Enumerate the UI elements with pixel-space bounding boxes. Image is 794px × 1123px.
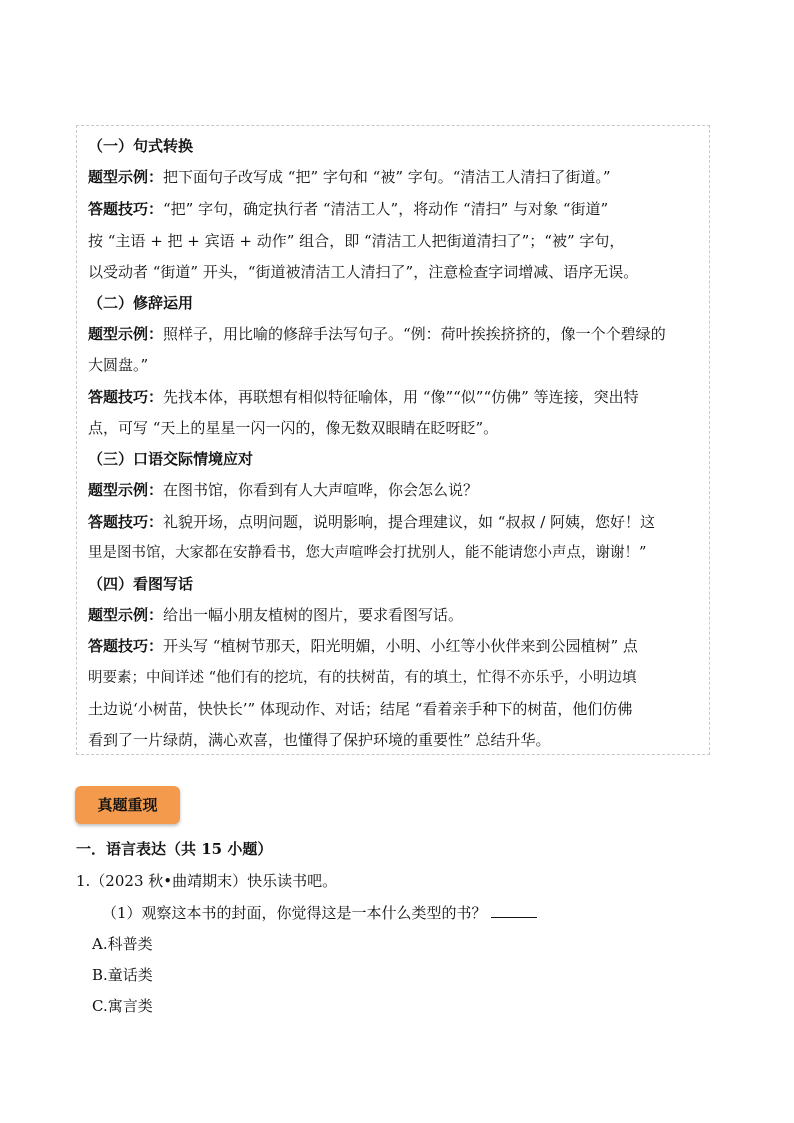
tip-line: 答题技巧：开头写 “植树节那天，阳光明媚，小明、小红等小伙伴来到公园植树” 点 xyxy=(88,637,638,655)
option-c[interactable]: C.寓言类 xyxy=(92,997,153,1015)
section-heading: （三）口语交际情境应对 xyxy=(88,450,254,468)
tip-line: 点，可写 “天上的星星一闪一闪的，像无数双眼睛在眨呀眨”。 xyxy=(88,419,499,437)
sub-question: （1）观察这本书的封面，你觉得这是一本什么类型的书？ xyxy=(102,903,537,923)
tip-line: 按 “主语 + 把 + 宾语 + 动作” 组合，即 “清洁工人把街道清扫了”；“被” 字句， xyxy=(88,232,625,250)
tip-line: 土边说‘小树苗，快快长’” 体现动作、对话；结尾 “看着亲手种下的树苗，他们仿佛 xyxy=(88,700,633,718)
option-b[interactable]: B.童话类 xyxy=(92,966,153,984)
example-line: 大圆盘。” xyxy=(88,356,149,374)
answer-blank[interactable] xyxy=(491,903,537,918)
tip-line: 里是图书馆，大家都在安静看书，您大声喧哗会打扰别人，能不能请您小声点，谢谢！” xyxy=(88,545,647,561)
section-heading: （四）看图写话 xyxy=(88,575,194,593)
section-heading: （一）句式转换 xyxy=(88,137,194,155)
tip-line: 答题技巧：先找本体，再联想有相似特征喻体，用 “像”“似”“仿佛” 等连接，突出特 xyxy=(88,388,639,406)
question-stem: 1.（2023 秋•曲靖期末）快乐读书吧。 xyxy=(76,872,338,890)
section-badge: 真题重现 xyxy=(75,786,180,824)
example-line: 题型示例：给出一幅小朋友植树的图片，要求看图写话。 xyxy=(88,606,464,624)
tip-line: 以受动者 “街道” 开头，“街道被清洁工人清扫了”，注意检查字词增减、语序无误。 xyxy=(88,263,639,281)
example-line: 题型示例：照样子，用比喻的修辞手法写句子。“例：荷叶挨挨挤挤的，像一个个碧绿的 xyxy=(88,325,666,343)
tip-line: 答题技巧：礼貌开场，点明问题，说明影响，提合理建议，如 “叔叔 / 阿姨，您好！这 xyxy=(88,513,656,531)
example-line: 题型示例：在图书馆，你看到有人大声喧哗，你会怎么说？ xyxy=(88,481,479,499)
part-title: 一．语言表达（共 15 小题） xyxy=(76,840,273,858)
tips-box xyxy=(76,125,710,755)
option-a[interactable]: A.科普类 xyxy=(92,935,153,953)
tip-line: 答题技巧：“把” 字句，确定执行者 “清洁工人”，将动作 “清扫” 与对象 “街道” xyxy=(88,200,609,218)
example-line: 题型示例：把下面句子改写成 “把” 字句和 “被” 字句。“清洁工人清扫了街道。” xyxy=(88,168,611,186)
tip-line: 明要素；中间详述 “他们有的挖坑，有的扶树苗，有的填土，忙得不亦乐乎，小明边填 xyxy=(88,670,637,686)
tip-line: 看到了一片绿荫，满心欢喜，也懂得了保护环境的重要性” 总结升华。 xyxy=(88,731,551,749)
section-heading: （二）修辞运用 xyxy=(88,294,194,312)
